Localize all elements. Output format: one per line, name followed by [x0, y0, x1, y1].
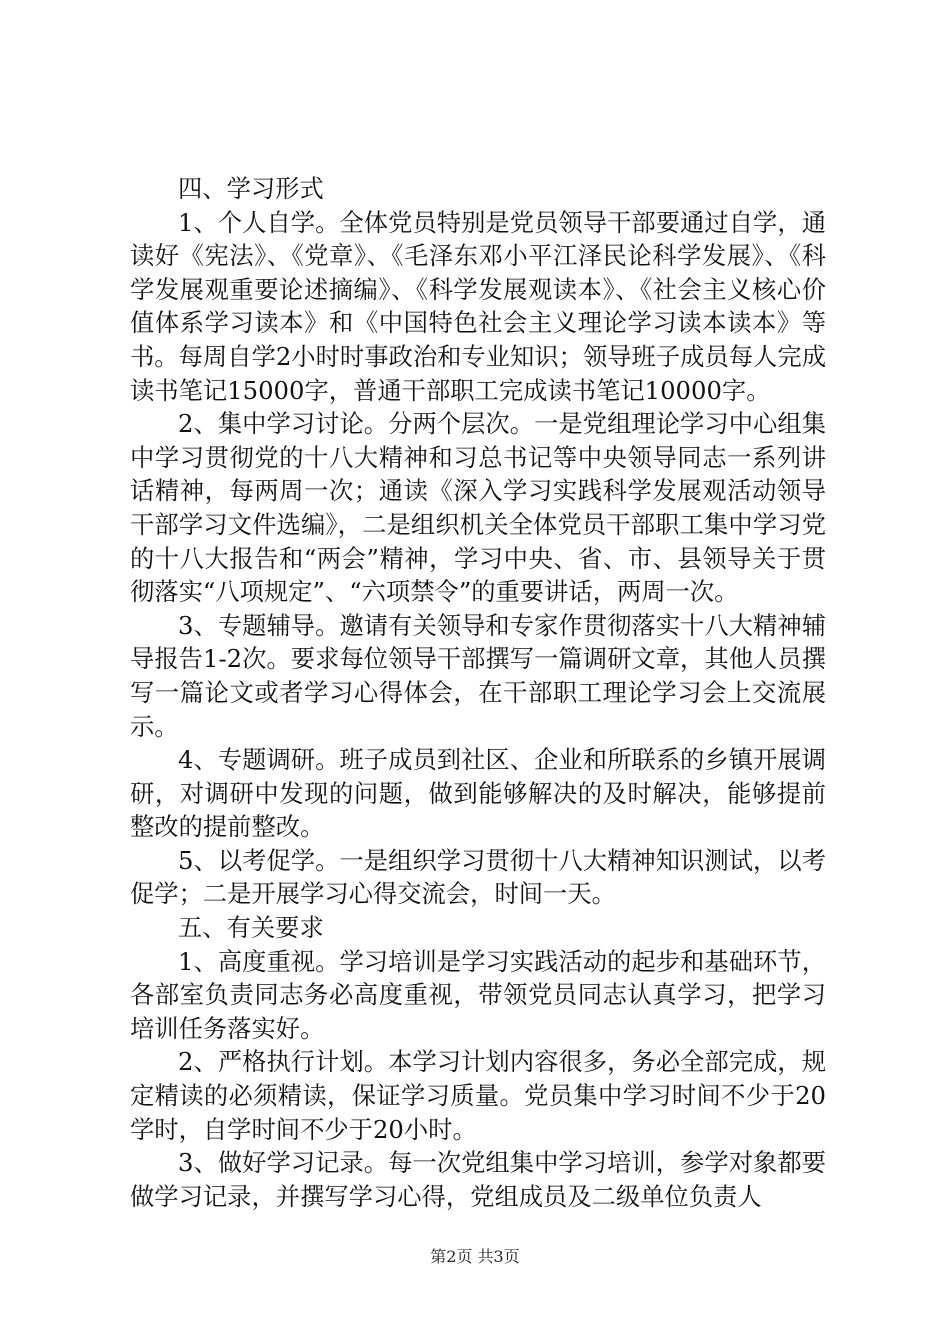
section-heading-study-forms: 四、学习形式	[178, 174, 324, 203]
page-number-footer: 第2页 共3页	[430, 1247, 520, 1266]
paragraph-group-study: 2、集中学习讨论。分两个层次。一是党组理论学习中心组集中学习贯彻党的十八大精神和习总书记等中央领导同志一系列讲话精神，每两周一次；通读《深入学习实践科学发展观活动领导干部学习文件选编》，二是组织机关全体党员干部职工集中学习党的十八大报告和“两会”精神，学习中央、省、市、县领导关于贯彻落实“八项规定”、“六项禁令”的重要讲话，两周一次。	[130, 409, 826, 607]
paragraph-self-study: 1、个人自学。全体党员特别是党员领导干部要通过自学，通读好《宪法》、《党章》、《毛泽东邓小平江泽民论科学发展》、《科学发展观重要论述摘编》、《科学发展观读本》、《社会主义核心价值体系学习读本》和《中国特色社会主义理论学习读本读本》等书。每周自学2小时时事政治和专业知识；领导班子成员每人完成读书笔记15000字，普通干部职工完成读书笔记10000字。	[130, 207, 826, 405]
paragraph-study-records: 3、做好学习记录。每一次党组集中学习培训，参学对象都要做学习记录，并撰写学习心得，党组成员及二级单位负责人	[130, 1148, 826, 1211]
paragraph-exam-promotion: 5、以考促学。一是组织学习贯彻十八大精神知识测试，以考促学；二是开展学习心得交流会，时间一天。	[130, 845, 826, 909]
paragraph-high-priority: 1、高度重视。学习培训是学习实践活动的起步和基础环节，各部室负责同志务必高度重视，带领党员同志认真学习，把学习培训任务落实好。	[130, 946, 826, 1043]
paragraph-execute-plan: 2、严格执行计划。本学习计划内容很多，务必全部完成，规定精读的必须精读，保证学习质量。党员集中学习时间不少于20学时，自学时间不少于20小时。	[130, 1047, 826, 1144]
paragraph-special-tutoring: 3、专题辅导。邀请有关领导和专家作贯彻落实十八大精神辅导报告1-2次。要求每位领导干部撰写一篇调研文章，其他人员撰写一篇论文或者学习心得体会，在干部职工理论学习会上交流展示。	[130, 610, 826, 741]
section-heading-requirements: 五、有关要求	[178, 913, 324, 943]
document-body	[130, 172, 826, 1213]
paragraph-special-research: 4、专题调研。班子成员到社区、企业和所联系的乡镇开展调研，对调研中发现的问题，做到能够解决的及时解决，能够提前整改的提前整改。	[130, 745, 826, 842]
